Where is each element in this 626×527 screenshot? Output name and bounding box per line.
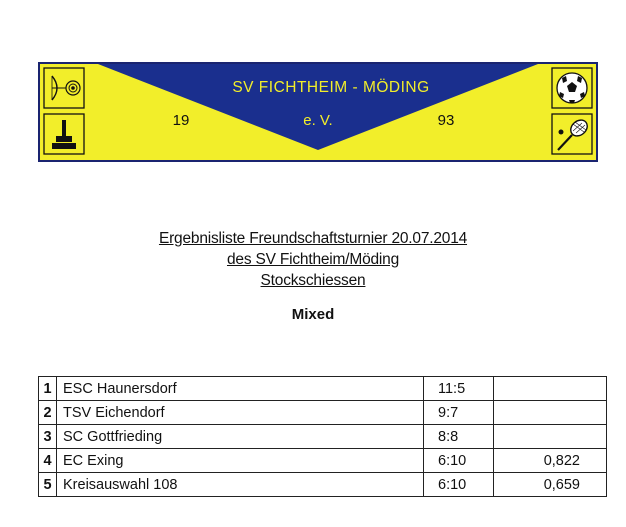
score-cell: 6:10	[424, 449, 494, 473]
table-row	[39, 449, 607, 473]
table-row	[39, 377, 607, 401]
score-cell: 8:8	[424, 425, 494, 449]
title-line-3: Stockschiessen	[260, 272, 366, 289]
club-name: SV FICHTHEIM - MÖDING	[232, 79, 430, 96]
rank-cell: 2	[39, 401, 57, 425]
rank-cell: 5	[39, 473, 57, 497]
team-cell: TSV Eichendorf	[57, 401, 424, 425]
founding-year-right: 93	[437, 112, 455, 129]
rank-cell: 3	[39, 425, 57, 449]
football-icon	[552, 68, 592, 108]
score-cell: 9:7	[424, 401, 494, 425]
table-row	[39, 401, 607, 425]
team-cell: ESC Haunersdorf	[57, 377, 424, 401]
results-table	[38, 376, 607, 497]
team-cell: EC Exing	[57, 449, 424, 473]
document-title	[0, 228, 626, 291]
score-cell: 6:10	[424, 473, 494, 497]
founding-year-left: 19	[172, 112, 190, 129]
table-row	[39, 473, 607, 497]
team-cell: SC Gottfrieding	[57, 425, 424, 449]
table-row	[39, 425, 607, 449]
tennis-racket-icon	[552, 114, 592, 154]
club-banner	[38, 62, 598, 162]
archery-target-icon	[44, 68, 84, 108]
curling-stock-icon	[44, 114, 84, 154]
quotient-cell: 0,659	[494, 473, 607, 497]
quotient-cell	[494, 377, 607, 401]
title-line-2: des SV Fichtheim/Möding	[226, 251, 399, 268]
quotient-cell	[494, 401, 607, 425]
quotient-cell	[494, 425, 607, 449]
ev-label: e. V.	[303, 112, 333, 129]
category-heading: Mixed	[291, 306, 335, 323]
score-cell: 11:5	[424, 377, 494, 401]
rank-cell: 4	[39, 449, 57, 473]
title-line-1: Ergebnisliste Freundschaftsturnier 20.07.2014	[158, 230, 468, 247]
team-cell: Kreisauswahl 108	[57, 473, 424, 497]
quotient-cell: 0,822	[494, 449, 607, 473]
rank-cell: 1	[39, 377, 57, 401]
